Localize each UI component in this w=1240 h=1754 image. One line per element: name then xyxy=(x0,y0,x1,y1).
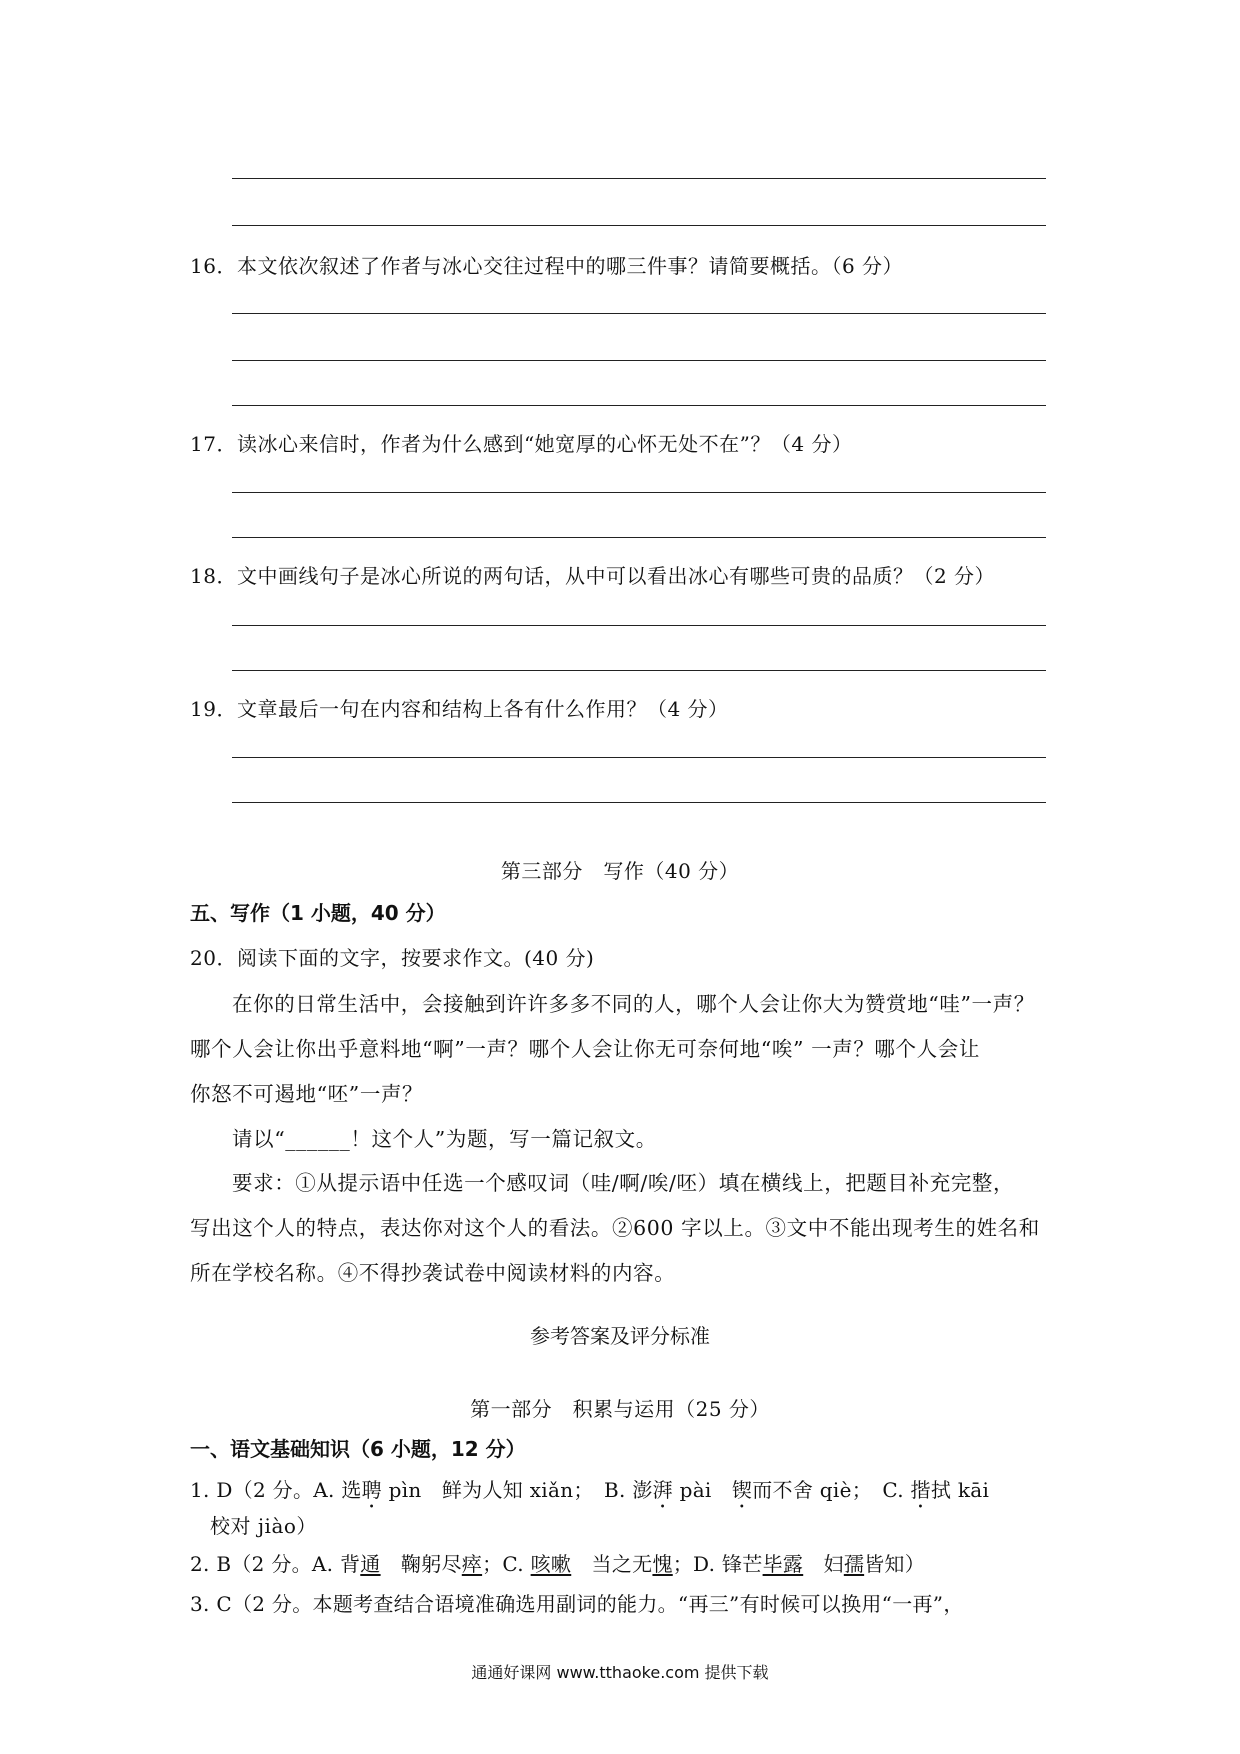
essay-requirements-line: 要求：①从提示语中任选一个感叹词（哇/啊/唉/呸）填在横线上，把题目补充完整， xyxy=(232,1171,1015,1195)
answer-line xyxy=(232,313,1046,314)
part-three-title: 第三部分 写作（40 分） xyxy=(500,859,740,883)
part-one-title: 第一部分 积累与运用（25 分） xyxy=(470,1397,770,1421)
answer-line xyxy=(232,225,1046,226)
answer-line xyxy=(232,802,1046,803)
answer-line xyxy=(232,625,1046,626)
answer-text: 1. D（2 分。A. 选 xyxy=(190,1478,362,1502)
dotted-char: 聘 xyxy=(361,1478,382,1502)
question-20: 20．阅读下面的文字，按要求作文。(40 分) xyxy=(190,946,595,970)
answer-1 xyxy=(190,1474,989,1513)
essay-requirements-line: 所在学校名称。④不得抄袭试卷中阅读材料的内容。 xyxy=(190,1261,676,1285)
answer-text: 当之无 xyxy=(571,1552,653,1576)
question-18: 18．文中画线句子是冰心所说的两句话，从中可以看出冰心有哪些可贵的品质？（2 分） xyxy=(190,564,996,588)
answer-text: ；D. 锋芒 xyxy=(672,1552,763,1576)
answer-line xyxy=(232,178,1046,179)
answer-line xyxy=(232,492,1046,493)
answer-text: ；C. xyxy=(482,1552,531,1576)
answer-text: pài xyxy=(672,1478,732,1502)
answer-line xyxy=(232,757,1046,758)
underlined-word: 通 xyxy=(360,1552,381,1576)
answer-line xyxy=(232,670,1046,671)
answer-1-continued: 校对 jiào） xyxy=(210,1514,317,1538)
answer-2 xyxy=(190,1548,925,1577)
underlined-word: 孺 xyxy=(843,1552,865,1576)
section-one-heading: 一、语文基础知识（6 小题，12 分） xyxy=(190,1437,526,1461)
answer-text: pìn 鲜为人知 xiǎn； B. 澎 xyxy=(381,1478,653,1502)
dotted-char: 揩 xyxy=(910,1478,931,1502)
underlined-word: 愧 xyxy=(652,1552,673,1576)
essay-requirements-line: 写出这个人的特点，表达你对这个人的看法。②600 字以上。③文中不能出现考生的姓名和 xyxy=(190,1216,1040,1240)
answer-line xyxy=(232,405,1046,406)
question-16: 16．本文依次叙述了作者与冰心交往过程中的哪三件事？请简要概括。（6 分） xyxy=(190,254,904,278)
underlined-word: 瘁 xyxy=(461,1552,483,1576)
answer-text: 拭 kāi xyxy=(930,1478,990,1502)
dotted-char: 湃 xyxy=(652,1478,673,1502)
page-footer: 通通好课网 www.tthaoke.com 提供下载 xyxy=(471,1663,769,1682)
underlined-word: 毕露 xyxy=(762,1552,804,1576)
answer-text: 皆知） xyxy=(864,1552,926,1576)
answer-key-title: 参考答案及评分标准 xyxy=(530,1324,710,1348)
answer-3: 3. C（2 分。本题考查结合语境准确选用副词的能力。“再三”有时候可以换用“一再”， xyxy=(190,1592,964,1616)
answer-line xyxy=(232,537,1046,538)
section-five-heading: 五、写作（1 小题，40 分） xyxy=(190,901,446,925)
answer-line xyxy=(232,360,1046,361)
question-19: 19．文章最后一句在内容和结构上各有什么作用？（4 分） xyxy=(190,697,729,721)
essay-prompt-line: 哪个人会让你出乎意料地“啊”一声？哪个人会让你无可奈何地“唉” 一声？哪个人会让 xyxy=(190,1037,980,1061)
underlined-word: 咳嗽 xyxy=(530,1552,572,1576)
dotted-char: 锲 xyxy=(731,1478,753,1502)
question-17: 17．读冰心来信时，作者为什么感到“她宽厚的心怀无处不在”？（4 分） xyxy=(190,432,853,456)
answer-text: 而不舍 qiè； C. xyxy=(752,1478,911,1502)
answer-text: 2. B（2 分。A. 背 xyxy=(190,1552,361,1576)
answer-text: 鞠躬尽 xyxy=(380,1552,462,1576)
essay-prompt-line: 在你的日常生活中，会接触到许许多多不同的人，哪个人会让你大为赞赏地“哇”一声？ xyxy=(232,992,1035,1016)
essay-title-instruction: 请以“______！这个人”为题，写一篇记叙文。 xyxy=(232,1127,657,1151)
answer-text: 妇 xyxy=(803,1552,844,1576)
essay-prompt-line: 你怒不可遏地“呸”一声？ xyxy=(190,1082,424,1106)
